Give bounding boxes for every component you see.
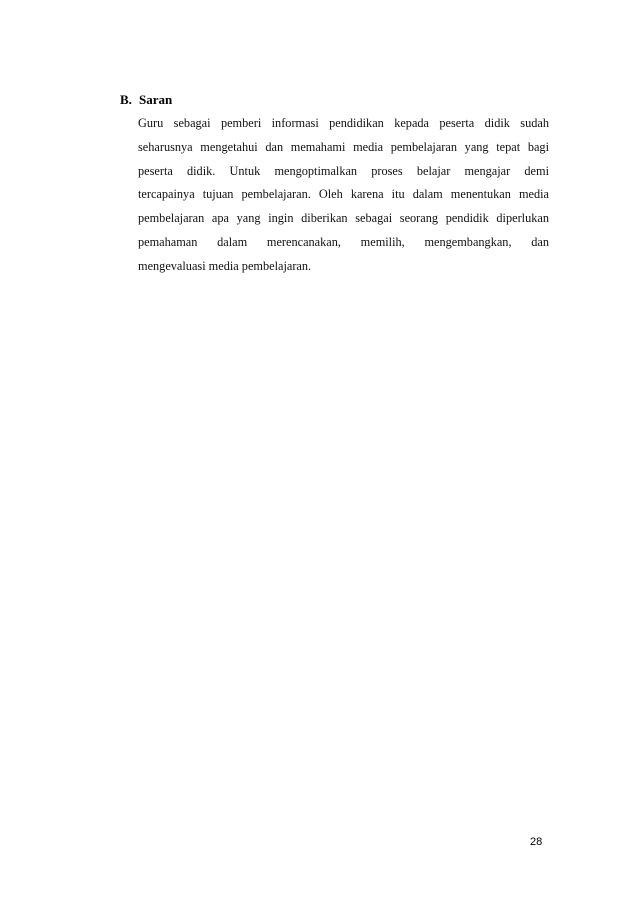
- section-heading: [120, 92, 172, 108]
- paragraph-line: Guru sebagai pemberi informasi pendidikan kepada peserta didik sudah: [138, 116, 549, 130]
- paragraph-line: tercapainya tujuan pembelajaran. Oleh karena itu dalam menentukan media: [138, 187, 549, 202]
- paragraph-line: pemahaman dalam merencanakan, memilih, mengembangkan, dan: [138, 234, 549, 249]
- section-title: Saran: [139, 92, 173, 107]
- paragraph-line: mengevaluasi media pembelajaran.: [138, 258, 312, 273]
- page-number: 28: [530, 836, 543, 848]
- paragraph-line: peserta didik. Untuk mengoptimalkan proses belajar mengajar demi: [138, 163, 549, 178]
- body-paragraph: [138, 112, 549, 279]
- paragraph-line: seharusnya mengetahui dan memahami media pembelajaran yang tepat bagi: [138, 139, 549, 154]
- section-letter: B.: [120, 92, 132, 107]
- paragraph-line: pembelajaran apa yang ingin diberikan sebagai seorang pendidik diperlukan: [138, 211, 549, 226]
